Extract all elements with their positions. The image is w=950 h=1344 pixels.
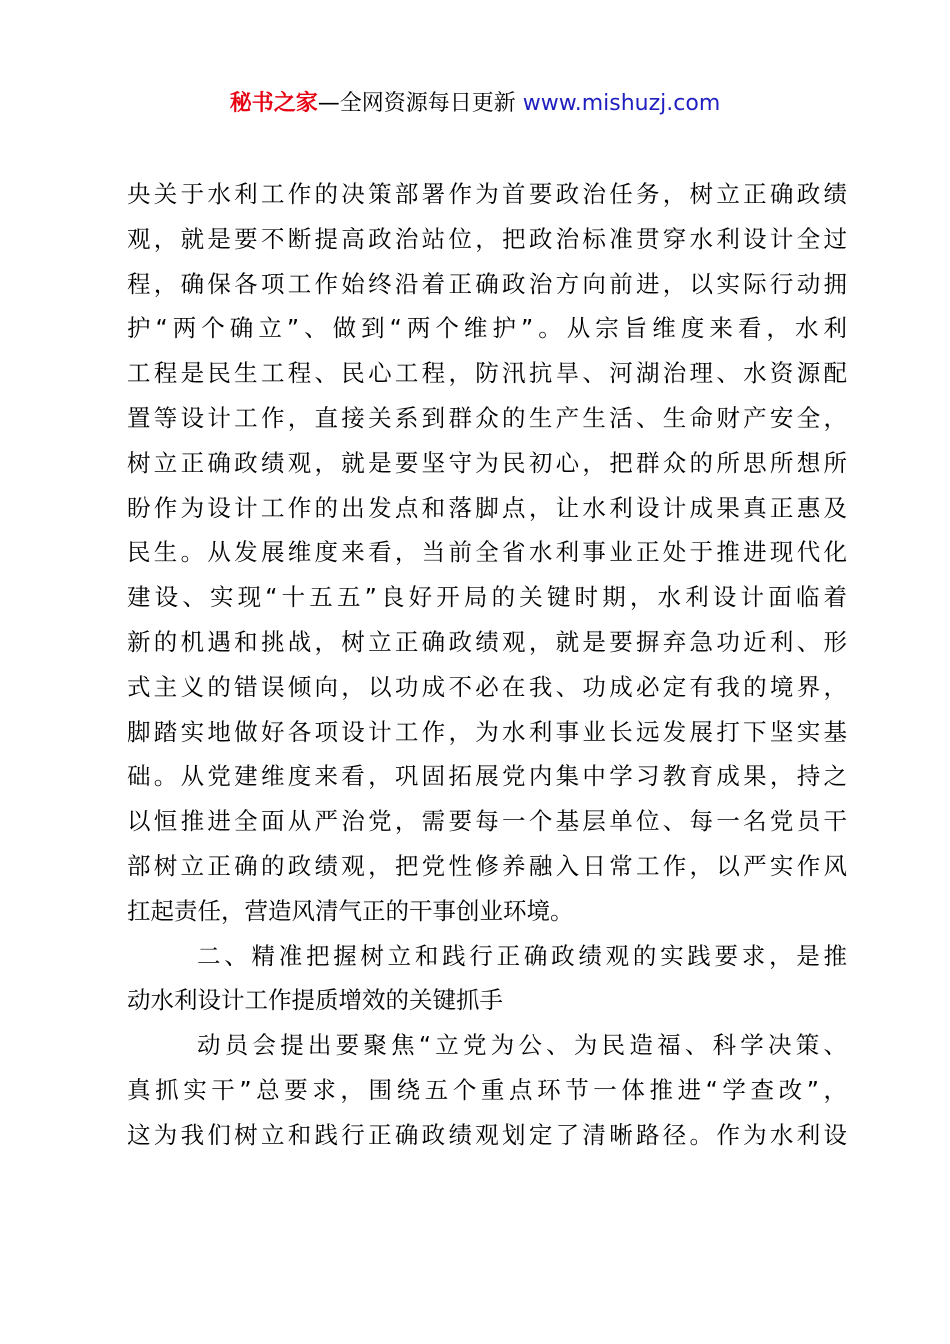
text-line: 扛起责任，营造风清气正的干事创业环境。 (127, 896, 574, 925)
header-url[interactable]: www.mishuzj.com (522, 91, 721, 116)
text-line: 新的机遇和挑战，树立正确政绩观，就是要摒弃急功近利、形 (127, 627, 847, 656)
section-heading-line: 动水利设计工作提质增效的关键抓手 (127, 986, 503, 1015)
text-line: 护“两个确立”、做到“两个维护”。从宗旨维度来看，水利 (127, 314, 847, 343)
text-line: 础。从党建维度来看，巩固拓展党内集中学习教育成果，持之 (127, 762, 847, 791)
text-line: 这为我们树立和践行正确政绩观划定了清晰路径。作为水利设 (127, 1120, 847, 1149)
text-line: 动员会提出要聚焦“立党为公、为民造福、科学决策、 (197, 1031, 847, 1060)
text-line: 观，就是要不断提高政治站位，把政治标准贯穿水利设计全过 (127, 224, 847, 253)
header-brand: 秘书之家 (229, 91, 318, 116)
text-line: 真抓实干”总要求，围绕五个重点环节一体推进“学查改”， (127, 1075, 847, 1104)
text-line: 工程是民生工程、民心工程，防汛抗旱、河湖治理、水资源配 (127, 359, 847, 388)
section-heading-line: 二、精准把握树立和践行正确政绩观的实践要求，是推 (197, 941, 847, 970)
text-line: 以恒推进全面从严治党，需要每一个基层单位、每一名党员干 (127, 807, 847, 836)
text-line: 置等设计工作，直接关系到群众的生产生活、生命财产安全， (127, 403, 847, 432)
text-line: 盼作为设计工作的出发点和落脚点，让水利设计成果真正惠及 (127, 493, 847, 522)
text-line: 式主义的错误倾向，以功成不必在我、功成必定有我的境界， (127, 672, 847, 701)
document-body (127, 172, 847, 1158)
header-tagline: —全网资源每日更新 (317, 91, 516, 116)
text-line: 树立正确政绩观，就是要坚守为民初心，把群众的所思所想所 (127, 448, 847, 477)
text-line: 央关于水利工作的决策部署作为首要政治任务，树立正确政绩 (127, 180, 847, 208)
text-line: 部树立正确的政绩观，把党性修养融入日常工作，以严实作风 (127, 851, 847, 880)
text-line: 脚踏实地做好各项设计工作，为水利事业长远发展打下坚实基 (127, 717, 847, 746)
text-line: 民生。从发展维度来看，当前全省水利事业正处于推进现代化 (127, 538, 847, 567)
text-line: 建设、实现“十五五”良好开局的关键时期，水利设计面临着 (127, 583, 847, 612)
text-line: 程，确保各项工作始终沿着正确政治方向前进，以实际行动拥 (127, 269, 847, 298)
page-header (0, 88, 950, 120)
